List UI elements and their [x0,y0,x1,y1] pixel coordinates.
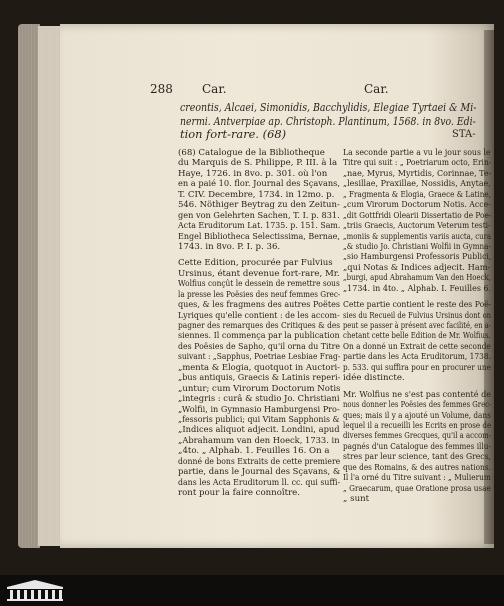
text-line: pagner des remarques des Critiques & des [178,321,341,331]
text-line: „qui Notas & Indices adjecit. Ham- [343,262,491,273]
text-line: (68) Catalogue de la Bibliotheque [178,148,325,158]
text-line: „& studio Jo. Christiani Wolfii in Gymna- [343,241,491,252]
running-head [150,82,476,98]
text-line: Ursinus, étant devenue fort-rare, Mr. [178,268,340,279]
text-line: „ Graecarum, quae Oratione prosa usae [343,483,491,494]
text-line: „moniis & supplementis variis aucta, cura [343,231,492,242]
text-line: Mr. Wolfius ne s'est pas contenté de [343,389,492,400]
text-line: Il l'a orné du Titre suivant : „ Mulierum [343,473,491,484]
text-line: „lesillae, Praxillae, Nossidis, Anytae, [343,179,491,190]
carryover-line: creontis, Alcaei, Simonidis, Bacchylidis, Elegiae Tyrtaei & Mi- [180,100,477,114]
text-line: Cette partie contient le reste des Poë- [343,300,492,311]
text-line: pagnés d'un Catalogue des femmes illu- [343,441,491,452]
text-line: partie, dans le Journal des Sçavans, & [178,467,341,478]
text-line: 1743. in 8vo. P. I. p. 36. [178,241,281,252]
text-line: „triis Graecis, Auctorum Veterum testi- [343,221,491,232]
text-line: du Marquis de S. Philippe, P. III. à la [178,158,338,169]
text-line: la presse les Poësies des neuf femmes Grec- [178,289,341,300]
text-line: „bus antiquis, Graecis & Latinis reperi- [178,373,341,384]
text-line: „Abrahamum van den Hoeck, 1733. in [178,435,340,446]
text-line: „menta & Elogia, quotquot in Auctori- [178,362,340,373]
text-line: Lyriques qu'elle contient : de les accom- [178,310,340,321]
text-line: „integris : curâ & studio Jo. Christiani [178,394,340,405]
text-line: siennes. Il commença par la publication [178,331,340,342]
text-line: gen von Gelehrten Sachen, T. I. p. 831. [178,210,340,221]
text-line: sies du Recueil de Fulvius Ursinus dont on [343,310,492,321]
text-line: Titre qui suit : „ Poetriarum octo, Erin- [343,158,492,169]
right-column [343,148,491,504]
text-line: Acta Eruditorum Lat. 1735. p. 151. Sam. [178,221,341,232]
text-line: ront pour la faire connoître. [178,488,300,498]
text-line: „burgi, apud Abrahamum Van den Hoeck, [343,273,491,284]
text-line: Engel Bibliotheca Selectissima, Bernae, [178,231,340,242]
running-head-right: Car. [364,82,389,96]
text-line: que des Romains, & des autres nations. [343,462,491,473]
carryover-line: tion fort-rare. (68) [180,127,287,141]
text-line: „Wolfii, in Gymnasio Hamburgensi Pro- [178,404,340,415]
text-line: „fessoris publici; qui Vitam Sapphonis & [178,414,340,425]
left-column [178,148,340,498]
text-line: „4to. „ Alphab. 1. Feuilles 16. On a [178,446,330,457]
text-line: donné de bons Extraits de cette premiere [178,456,341,467]
text-line: On a donné un Extrait de cette seconde [343,341,491,352]
text-line: nous donner les Poësies des femmes Grec- [343,400,492,411]
running-head-left: Car. [202,82,227,96]
viewer-footer [0,575,504,606]
page-stack [38,26,60,546]
text-line: „ Fragmenta & Elogia, Graece & Latine, [343,189,491,200]
text-line: lequel il a recueilli les Ecrits en prose de [343,420,492,431]
text-line: „cum Virorum Doctorum Notis. Acce- [343,200,491,211]
text-line: Haye, 1726. in 8vo. p. 301. où l'on [178,168,328,179]
text-line: 546. Nöthiger Beytrag zu den Zeitun- [178,200,340,211]
text-line: chetant cette belle Edition de Mr. Wolfius. [343,331,491,342]
text-line: suivant : „Sapphus, Poetriae Lesbiae Frag- [178,352,341,363]
carryover-entry [180,101,476,142]
text-line: T. CIV. Decembre, 1734. in 12mo. p. [178,189,335,200]
text-line: „sio Hamburgensi Professoris Publici, [343,252,492,263]
text-line: dans les Acta Eruditorum ll. cc. qui suffi- [178,477,341,488]
fore-edge [18,24,40,548]
text-line: partie dans les Acta Eruditorum, 1738. [343,352,492,363]
text-line: Wolfius conçût le dessein de remettre sous [178,279,340,290]
text-line: des Poësies de Sapho, qu'il orna du Titre [178,341,340,352]
text-line: „ sunt [343,494,370,504]
text-line: Cette Edition, procurée par Fulvius [178,258,333,269]
page-number: 288 [150,82,173,96]
text-line: en a paié 10. flor. Journal des Sçavans, [178,179,341,190]
text-line: diverses femmes Grecques, qu'il a accom- [343,431,492,442]
text-line: idée distincte. [343,373,405,384]
text-line: „nae, Myrus, Myrtidis, Corinnae, Te- [343,168,492,179]
text-line: ques; mais il y a ajouté un Volume, dans [343,410,491,421]
text-line: „1734. in 4to. „ Alphab. I. Feuilles 6. [343,283,492,294]
text-line: p. 533. qui suffira pour en procurer une [343,362,491,373]
text-line: „Indices aliquot adjecit. Londini, apud [178,425,340,436]
text-line: peut se passer à présent avec facilité, en a- [343,321,492,331]
text-line: stres par leur science, tant des Grecs, [343,452,491,463]
carryover-line: nermi. Antverpiae ap. Christoph. Plantinum, 1568. in 8vo. Edi- [180,113,476,128]
text-line: „untur; cum Virorum Doctorum Notis [178,383,341,394]
text-line: „dit Gottfridi Olearii Dissertatio de Poe- [343,210,492,221]
catchword: STA- [452,129,476,140]
text-line: La seconde partie a vu le jour sous le [343,148,491,158]
library-logo-icon [4,578,66,602]
text-line: ques, & les fragmens des autres Poëtes [178,300,341,311]
